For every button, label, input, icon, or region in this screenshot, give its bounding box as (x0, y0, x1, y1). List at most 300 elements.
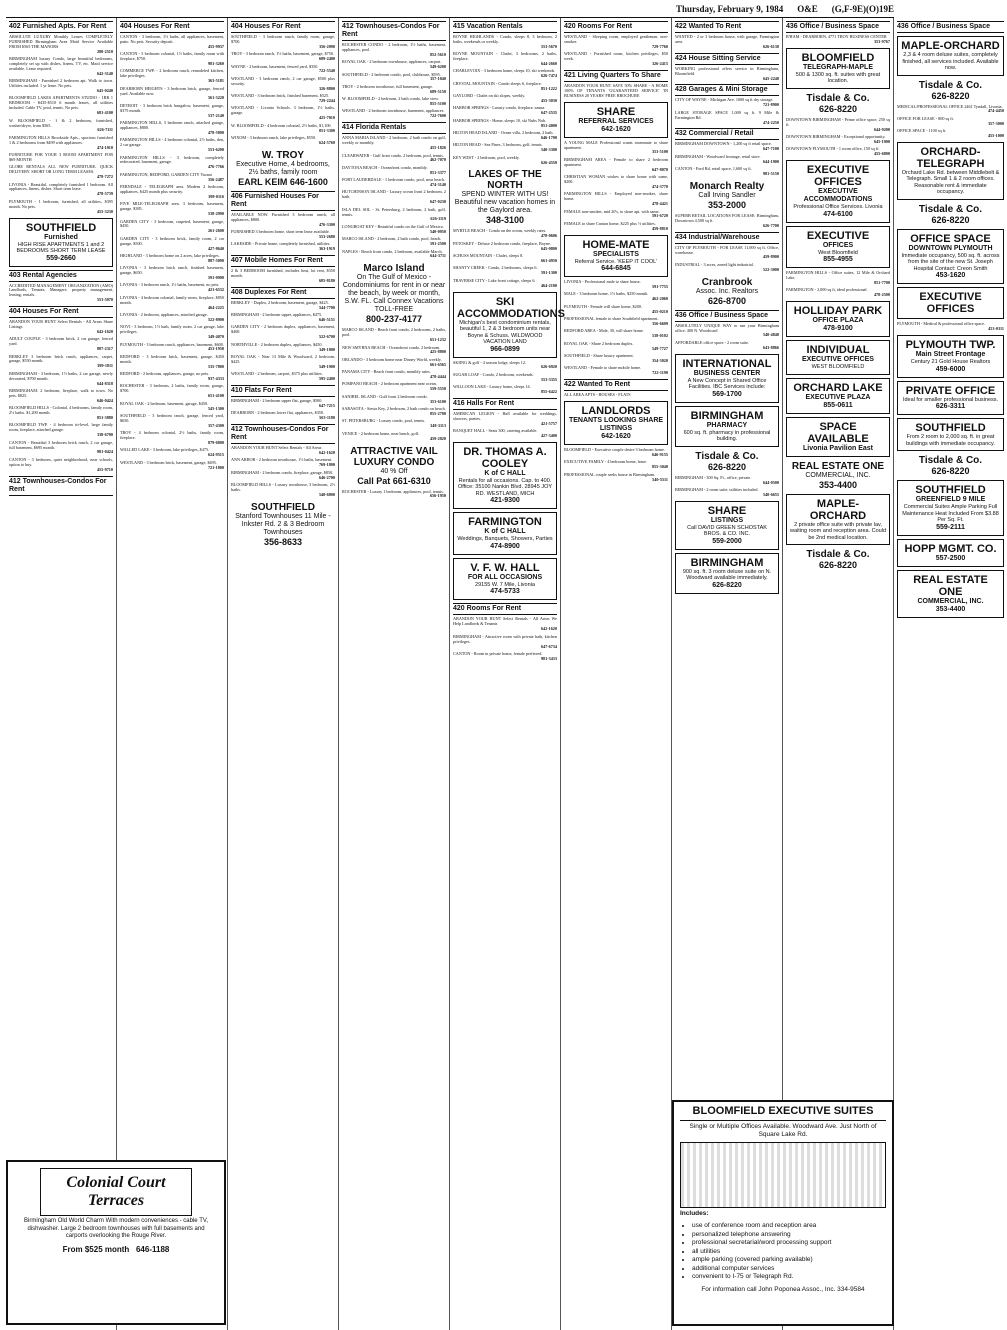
ad-phone: 459-8810 (651, 225, 668, 231)
boxed-ad-sm: Referral Service. 'KEEP IT COOL' (574, 258, 658, 265)
classified-ad (120, 202, 224, 217)
ad-text: ROYAL OAK - 2 bedroom townhouse, appliances, carport. (342, 59, 442, 65)
classified-ad (453, 94, 557, 104)
classified-ad (120, 52, 224, 67)
classified-ad (564, 393, 668, 398)
section-heading: 412 Townhouses-Condos For Rent (9, 476, 113, 496)
colonial-court-text: Birmingham Old World Charm With modern conveniences - cable TV, dishwasher. Large 2 bedroom townhouses with full basements and carports overlooking the Rouge River. (24, 1218, 208, 1239)
boxed-ad-phone: 559-2000 (712, 537, 742, 545)
ad-text: CHARLEVOIX - 3 bedroom home, sleeps 10, ski weekends. (453, 68, 556, 74)
ad-text: SHANTY CREEK - Condo, 2 bedrooms, sleeps 6. (453, 265, 538, 271)
boxed-ad-big: ORCHARD LAKE (793, 381, 883, 394)
boxed-ad (675, 354, 779, 403)
ad-text: BIRMINGHAM - 2 bedroom upper flat, garage, $500. (231, 397, 323, 403)
ad-phone: 353-5100 (651, 149, 668, 155)
classified-ad (786, 118, 890, 133)
bloomfield-feature-item: • additional computer services (692, 1265, 886, 1274)
ad-phone: 540-0950 (429, 228, 446, 234)
ad-text: AFFORDABLE office space - 2 room suite. (675, 339, 750, 345)
ad-text: MEDICAL/PROFESSIONAL OFFICE 2461 Tyndall, Livonia. (897, 103, 1003, 109)
boxed-ad (786, 226, 890, 269)
ad-text: DEARBORN - 2 bedroom lower flat, appliances, $350. (231, 410, 325, 416)
classified-ad (9, 406, 113, 421)
classified-ad (120, 254, 224, 264)
classified-ad (675, 98, 779, 108)
classified-ad (675, 324, 779, 339)
ad-text: ROCHESTER - Luxury 1 bedroom, appliances, pool, tennis. (342, 488, 444, 494)
ad-text: ABANDON YOUR HUNT Select Rentals - All Areas Share Listings (9, 319, 113, 330)
boxed-ad (564, 235, 668, 278)
ad-text: FARMINGTON - 2,000 sq ft, ideal professional. (786, 287, 868, 293)
boxed-ad-mid: DOWNTOWN PLYMOUTH (908, 244, 993, 252)
ad-text: ISLA DEL SOL - St. Petersburg, 2 bedroom, 2 bath, golf, tennis. (342, 206, 446, 217)
ad-phone: 353-6100 (429, 398, 446, 404)
boxed-ad-phone: 559-2660 (46, 254, 76, 262)
header-code: (G,F-9E)(O)19E (831, 4, 894, 14)
ad-phone: 553-5670 (540, 43, 557, 49)
classified-ad (453, 35, 557, 50)
ad-phone: 455-3030 (540, 97, 557, 103)
ad-text: BIRMINGHAM - Woodward frontage, retail store. (675, 153, 761, 159)
ad-phone: 280-2510 (96, 48, 113, 54)
ad-phone: 553-2680 (318, 233, 335, 239)
section-heading: 404 Houses For Rent (120, 21, 224, 33)
ad-text: ROCHESTER - 3 bedroom, 2 baths, family room, garage, $700. (120, 383, 224, 394)
ad-text: CITY OF PLYMOUTH - FOR LEASE 11,000 sq ft. Office, warehouse. (675, 244, 779, 255)
display-ad (786, 549, 890, 570)
ad-phone: 357-1040 (429, 76, 446, 82)
display-ad-t3: 626-8220 (931, 90, 970, 101)
classified-ad (9, 320, 113, 335)
classified-ad (453, 373, 557, 383)
display-ad-t1: LAKES OF THE NORTH (468, 169, 542, 192)
ad-phone: 645-0240 (96, 88, 113, 94)
classified-ad (9, 355, 113, 370)
boxed-ad-sm: Call DAVID GREEN SCHOSTAK BROS. & CO. INC. (687, 524, 767, 538)
boxed-ad-sm: Professional Office Services. Livonia (793, 204, 883, 211)
boxed-ad-phone: 557-2500 (935, 554, 966, 562)
ad-phone: 522-3000 (762, 266, 779, 272)
classified-ad (120, 156, 224, 171)
classified-ad (453, 279, 557, 289)
classified-ad (453, 119, 557, 129)
ad-text: BIRMINGHAM DOWNTOWN - 1,200 sq ft retail space. (675, 141, 772, 147)
section-heading: 414 Florida Rentals (342, 122, 446, 134)
classified-ad (786, 35, 890, 45)
ad-text: MALE - 3 bedroom home, 1½ baths, $250 month. (564, 291, 649, 297)
classified-ad (231, 355, 335, 370)
boxed-ad (897, 381, 1004, 416)
boxed-ad-big: EXECUTIVE OFFICES (806, 164, 870, 189)
display-ad-t3: 800-237-4177 (365, 314, 423, 325)
classified-ad (564, 35, 668, 50)
section-heading: 436 Office / Business Space (786, 21, 890, 33)
ad-text: FEMALE non-smoker, mid 20's, to share apt. with same. (564, 208, 660, 214)
ad-text: CITY OF WAYNE - Michigan Ave. 1000 sq ft dry storage. (675, 97, 774, 103)
display-ad-t3: 626-8220 (931, 466, 970, 477)
classified-ad (453, 385, 557, 395)
display-ad-t3: 348-3100 (485, 215, 525, 226)
ad-phone: 689-2400 (318, 56, 335, 62)
boxed-ad (897, 287, 1004, 319)
ad-text: BOYNE MOUNTAIN - Chalet, 3 bedrooms, 2 baths, fireplace. (453, 51, 557, 62)
ad-phone: 476-3300 (318, 221, 335, 227)
ad-text: WESTLAND - 2 bedroom, carport, $375 plus utilities. (231, 371, 323, 377)
boxed-ad-phone: 569-1700 (712, 390, 742, 398)
ad-text: CRYSTAL MOUNTAIN - Condo sleeps 6, fireplace. (453, 80, 542, 86)
ad-phone: 646-2700 (318, 474, 335, 480)
boxed-ad-sm: Weddings, Banquets, Showers, Parties (457, 536, 553, 543)
section-heading: 421 Living Quarters To Share (564, 70, 668, 82)
classified-ad (675, 67, 779, 82)
ad-text: DAYTONA BEACH - Oceanfront condo, monthly. (342, 164, 428, 170)
boxed-ad-big: INTERNATIONAL (682, 357, 772, 370)
bloomfield-subtitle: Single or Multiple Offices Available. Woodward Ave. Just North of Square Lake Rd. (689, 1123, 877, 1138)
ad-text: WAYNE - 2 bedroom, basement, fenced yard, $350. (231, 63, 319, 69)
classified-ad (675, 476, 779, 486)
boxed-ad-sm: 2,3 & 4 room deluxe suites, completely finished, all services included. Available now. (902, 52, 999, 71)
boxed-ad (897, 418, 1004, 451)
boxed-ad-big: SHARE (707, 504, 747, 517)
ad-text: ABANDON YOUR HUNT Select Rentals - All Areas (231, 445, 322, 451)
ad-text: W. BLOOMFIELD - 2 bedroom, 2 bath condo, lake view. (342, 96, 439, 102)
ad-phone: 647-8070 (651, 166, 668, 172)
ad-phone: 644-9200 (873, 126, 890, 132)
boxed-ad-mid: REFERRAL SERVICES (578, 117, 654, 125)
ad-phone: 455-6800 (873, 151, 890, 157)
ad-phone: 644-1900 (762, 158, 779, 164)
section-heading: 404 Houses For Rent (231, 21, 335, 33)
boxed-ad (786, 160, 890, 223)
section-heading: 432 Commercial / Retail (675, 128, 779, 140)
boxed-ad (786, 48, 890, 89)
boxed-ad (564, 102, 668, 138)
classified-ad (342, 328, 446, 343)
ad-text: ROYAL OAK - 2 bedroom, basement, garage, $450. (120, 400, 209, 406)
ad-phone: 645-0800 (540, 245, 557, 251)
classified-ad (342, 208, 446, 223)
ad-phone: 981-3260 (207, 61, 224, 67)
ad-phone: 549-6200 (429, 64, 446, 70)
ad-text: WALLOON LAKE - Luxury home, sleeps 14. (453, 384, 531, 390)
classified-ad (675, 341, 779, 351)
ad-phone: 722-5540 (318, 68, 335, 74)
display-ad-t1: Tisdale & Co. (918, 79, 983, 91)
ad-phone: 626-7474 (540, 73, 557, 79)
classified-ad (342, 407, 446, 417)
ad-text: DEARBORN HEIGHTS - 3 bedroom brick, garage, fenced yard. Available now. (120, 85, 224, 96)
ad-phone: 478-0606 (540, 233, 557, 239)
classified-ad (231, 94, 335, 104)
classified-ad (342, 237, 446, 247)
ad-text: BIRMINGHAM AREA - Female to share 2 bedroom apartment. (564, 156, 668, 167)
ad-phone: 356-2090 (318, 43, 335, 49)
classified-ad (453, 82, 557, 92)
classified-ad (675, 142, 779, 152)
ad-phone: 646-9155 (651, 451, 668, 457)
section-heading: 403 Rental Agencies (9, 270, 113, 282)
boxed-ad-sm: Ideal for smaller professional business. (902, 396, 999, 403)
classified-ad (231, 446, 335, 456)
ad-text: GAYLORD - Chalet on ski slopes, weekly. (453, 93, 526, 99)
ad-text: HILTON HEAD ISLAND - Ocean villa, 2 bedroom, 2 bath. (453, 130, 554, 135)
ad-phone: 855-6422 (540, 389, 557, 395)
classified-ad (9, 183, 113, 198)
ad-phone: 455-9710 (96, 466, 113, 472)
ad-text: KEY WEST - 2 bedroom, pool, weekly. (453, 154, 520, 160)
ad-phone: 647-6734 (540, 643, 557, 649)
classified-ad (120, 185, 224, 200)
ad-phone: 478-7272 (96, 174, 113, 180)
ad-phone: 261-2600 (207, 228, 224, 234)
ad-phone: 722-7600 (429, 113, 446, 119)
ad-phone: 354-3020 (651, 357, 668, 363)
classified-ad (453, 131, 557, 141)
ad-text: REDFORD - 3 bedroom brick, basement, garage. $450 month. (120, 353, 224, 364)
classified-ad (564, 222, 668, 232)
boxed-ad-mid: Furnished (44, 233, 78, 241)
ad-text: LIVONIA - 3 bedroom ranch, 1½ baths, basement, no pets. (120, 282, 220, 288)
display-ad-t1: Tisdale & Co. (695, 450, 759, 462)
classified-ad (9, 423, 113, 438)
ad-text: MARCO ISLAND - Beach front condo, 2 bedrooms, 2 baths, pool. (342, 327, 446, 338)
ad-phone: 852-5610 (429, 51, 446, 57)
ad-text: LIVONIA - Beautiful, completely furnished 1 bedroom. All appliances, linens, dishes. Short term lease. (9, 181, 113, 192)
ad-text: AVAILABLE NOW. Furnished 3 bedroom ranch, all appliances, $800. (231, 211, 335, 222)
display-ad-t2: 40 % Off (380, 467, 408, 475)
boxed-ad-phone: 478-9100 (823, 325, 853, 333)
classified-ad (9, 441, 113, 456)
boxed-ad-big: DR. THOMAS A. COOLEY (463, 445, 547, 470)
bloomfield-feature-list (680, 1222, 886, 1282)
classified-ad (120, 414, 224, 429)
classified-ad (564, 460, 668, 470)
section-heading: 412 Townhouses-Condos For Rent (231, 424, 335, 444)
classified-ad (453, 106, 557, 116)
classified-ad (9, 200, 113, 215)
ad-phone: 349-1800 (318, 346, 335, 352)
ad-text: SUPERB RETAIL LOCATIONS FOR LEASE: Birmingham, Downtown 4,500 sq ft. (675, 212, 779, 223)
ad-text: MYRTLE BEACH - Condo on the ocean, weekly rates. (453, 228, 547, 234)
classified-ad (453, 266, 557, 276)
classified-ad (231, 458, 335, 468)
ad-text: PROFESSIONAL female to share Southfield apartment. (564, 316, 659, 322)
ad-phone: 644-3711 (430, 253, 446, 259)
bloomfield-executive-suites-ad (672, 1100, 894, 1326)
boxed-ad-sm: 600 sq. ft. pharmacy in professional building. (683, 429, 771, 443)
display-ad-t3: EARL KEIM 646-1600 (238, 176, 328, 187)
section-heading: 410 Flats For Rent (231, 385, 335, 397)
classified-ad (786, 288, 890, 298)
ad-phone: 851-3300 (318, 127, 335, 133)
ad-phone: 535-7800 (207, 363, 224, 369)
classified-ad (342, 358, 446, 368)
colonial-court-ad (6, 1160, 226, 1325)
ad-text: CANTON - 3 bedroom colonial, 1½ baths, family room with fireplace, $750. (120, 51, 224, 62)
display-ad (897, 204, 1004, 225)
boxed-ad-big: MAPLE-ORCHARD (901, 40, 1000, 52)
ad-phone: 651-4100 (207, 393, 224, 399)
ad-phone: 421-5757 (540, 420, 557, 426)
ad-phone: 855-5100 (429, 101, 446, 107)
ad-phone: 591-0900 (207, 275, 224, 281)
classified-ad (120, 355, 224, 370)
boxed-ad-sm: 2 private office suite with private lav, waiting room and reception area. Could be 2nd medical location. (790, 521, 887, 541)
ad-text: ADULT COUPLE - 3 bedroom brick, 2 car garage, fenced yard. (9, 336, 113, 347)
ad-phone: 887-2317 (96, 346, 113, 352)
boxed-ad (897, 570, 1004, 618)
boxed-ad-mid: BUSINESS CENTER (693, 369, 761, 377)
classified-ad (120, 104, 224, 119)
ad-text: BANQUET HALL - Seats 300, catering available. (453, 428, 538, 434)
ad-phone: 478-2500 (873, 292, 890, 298)
display-ad-t3: 626-8700 (707, 295, 747, 306)
ad-phone: 887-5090 (207, 257, 224, 263)
boxed-ad (897, 142, 1004, 200)
ad-text: ANN ARBOR - 2 bedroom townhouse, 1½ baths, basement. (231, 457, 333, 463)
ad-phone: 591-2500 (429, 241, 446, 247)
boxed-ad-sm: From 2 room to 2,000 sq. ft. in great buildings with immediate occupancy. (906, 434, 995, 447)
boxed-ad (786, 340, 890, 375)
section-heading: 420 Rooms For Rent (453, 603, 557, 615)
classified-ad (9, 119, 113, 134)
boxed-ad-mid: K of C HALL (484, 469, 526, 477)
classified-ad (120, 296, 224, 311)
ad-phone: 474-3140 (429, 182, 446, 188)
column-9 (894, 18, 1007, 1330)
classified-ad (120, 372, 224, 382)
classified-ad (564, 473, 668, 483)
ad-text: LAKESIDE - Private home, completely furnished, utilities. (231, 241, 331, 247)
classified-ad (897, 322, 1004, 332)
ad-phone: 348-3113 (430, 423, 446, 429)
ad-text: HIGHLAND - 3 bedroom home on 2 acres, lake privileges. (120, 252, 220, 258)
ad-text: FARMINGTON HILLS, 3 bedroom ranch, attached garage, appliances, $800. (120, 120, 224, 130)
boxed-ad-phone: 626-3311 (935, 403, 966, 411)
classified-ad (453, 69, 557, 79)
classified-ad (120, 69, 224, 84)
boxed-ad-mid: LISTINGS (710, 516, 744, 524)
classified-ad (231, 399, 335, 409)
boxed-ad-phone: 626-8220 (712, 581, 742, 589)
section-heading: 412 Townhouses-Condos For Rent (342, 21, 446, 41)
ad-phone: 647-7100 (762, 146, 779, 152)
display-ad-t1: SOUTHFIELD (251, 501, 315, 513)
boxed-ad-phone: 474-5733 (490, 588, 520, 596)
ad-text: SARASOTA - Siesta Key, 2 bedroom, 2 bath condo on beach. (342, 406, 446, 412)
ad-text: CANTON - Ford Rd, retail space, 1,600 sq ft. (675, 166, 752, 172)
classified-ad (675, 246, 779, 261)
classified-ad (231, 411, 335, 421)
classified-ad (564, 141, 668, 156)
classified-ad (231, 483, 335, 498)
boxed-ad-mid: EXECUTIVE OFFICES (802, 356, 874, 364)
ad-text: NAPLES - Beach front condo, 2 bedroom, available March. (342, 248, 443, 254)
ad-phone: 462-2060 (651, 296, 668, 302)
ad-text: DOWNTOWN BIRMINGHAM - Prime office space, 250 sq ft. (786, 116, 890, 127)
boxed-ad-sm: Rentals for all occasions. Cap. to 400. Office: 35100 Nankin Blvd. 28945 JOY RD. WESTLAND, MICH (457, 477, 553, 497)
section-heading: 434 Industrial/Warehouse (675, 232, 779, 244)
ad-phone: 981-3433 (540, 655, 557, 661)
classified-ad (675, 111, 779, 126)
classified-ad (675, 167, 779, 177)
classified-ad (9, 372, 113, 387)
boxed-ad-sm: 500 & 1300 sq. ft. suites with great location. (795, 71, 881, 85)
classified-ad (342, 382, 446, 392)
classified-ad (9, 458, 113, 473)
ad-phone: 656-1950 (429, 493, 446, 499)
boxed-ad-big: REAL ESTATE ONE (913, 573, 988, 598)
boxed-ad-big: BIRMINGHAM (690, 556, 764, 569)
ad-phone: 646-0424 (96, 397, 113, 403)
ad-text: SUGAR LOAF - Condo, 2 bedroom, weekends. (453, 371, 534, 377)
boxed-ad-big: BLOOMFIELD (801, 51, 875, 64)
ad-phone: 427-3400 (540, 433, 557, 439)
ad-text: ABSOLUTE LUXURY Monthly Leases COMPLETELY FURNISHED Birmingham Area Maid Service Available FROM $565 THE MANORS (9, 34, 113, 49)
ad-text: LIVONIA - 2 bedroom, appliances, attached garage. (120, 312, 208, 317)
ad-phone: 399-1811 (97, 363, 113, 369)
boxed-ad-sm: West Bloomfield (818, 249, 858, 256)
running-header (6, 4, 894, 18)
ad-phone: 645-1900 (873, 138, 890, 144)
ad-text: FARMINGTON HILLS Brookside Apts., spacious furnished 1 & 2 bedrooms from $499 with appliances. (9, 134, 113, 145)
ad-phone: 626-6130 (762, 43, 779, 49)
ad-phone: 645-2240 (762, 75, 779, 81)
ad-text: WESTLAND - Female to share mobile home. (564, 365, 642, 371)
column-4 (339, 18, 450, 1330)
ad-phone: 851-1222 (540, 85, 557, 91)
ad-phone: 689-5150 (429, 88, 446, 94)
classified-ad (786, 135, 890, 145)
ad-text: INDUSTRIAL - 3 acres, zoned light industrial. (675, 261, 754, 267)
ad-phone: 626-7111 (97, 127, 113, 133)
boxed-ad-phone: 421-9300 (490, 497, 520, 505)
classified-ad (120, 237, 224, 252)
ad-phone: 851-4000 (540, 122, 557, 128)
display-ad-t3: 626-8220 (707, 461, 747, 472)
boxed-ad (453, 512, 557, 555)
classified-ad (231, 106, 335, 121)
ad-phone: 455-3230 (96, 208, 113, 214)
bloomfield-feature-item: • all utilities (692, 1248, 886, 1257)
ad-text: TROY - 2 bedroom townhouse, full basement, garage. (342, 83, 434, 89)
section-heading: 424 House Sitting Service (675, 53, 779, 65)
ad-text: TRAVERSE CITY - Lake front cottage, sleeps 6. (453, 277, 536, 283)
classified-ad (231, 242, 335, 252)
classified-ad (564, 84, 668, 99)
ad-phone: 464-2100 (540, 282, 557, 288)
classified-ad (342, 73, 446, 83)
ad-phone: 559-5550 (429, 386, 446, 392)
ad-phone: 476-7766 (207, 164, 224, 170)
ad-text: BIRMINGHAM - Furnished 2 bedroom apt. Walk to town. Utilities included. 1 yr lease. No pets. (9, 78, 113, 89)
ad-text: GARDEN CITY - 2 bedroom duplex, appliances, basement, $400. (231, 324, 335, 335)
classified-ad (120, 138, 224, 153)
classified-ad (342, 166, 446, 176)
boxed-ad-big: SOUTHFIELD (915, 484, 986, 497)
bloomfield-includes: Includes: (680, 1210, 709, 1217)
ad-phone: 549-1900 (318, 363, 335, 369)
classified-ad (342, 154, 446, 164)
ad-text: BOYNE HIGHLANDS - Condo, sleeps 8, 3 bedroom, 2 baths, weekends or weekly. (453, 34, 557, 44)
display-ad-t3: 626-8220 (931, 214, 970, 225)
classified-ad (564, 210, 668, 220)
ad-text: BIRMINGHAM - 300 Sq. Ft., office, private. (675, 474, 752, 480)
classified-ad (564, 366, 668, 376)
ad-phone: 398-0116 (208, 193, 224, 199)
display-ad (342, 263, 446, 324)
ad-phone: 538-0102 (651, 333, 668, 339)
